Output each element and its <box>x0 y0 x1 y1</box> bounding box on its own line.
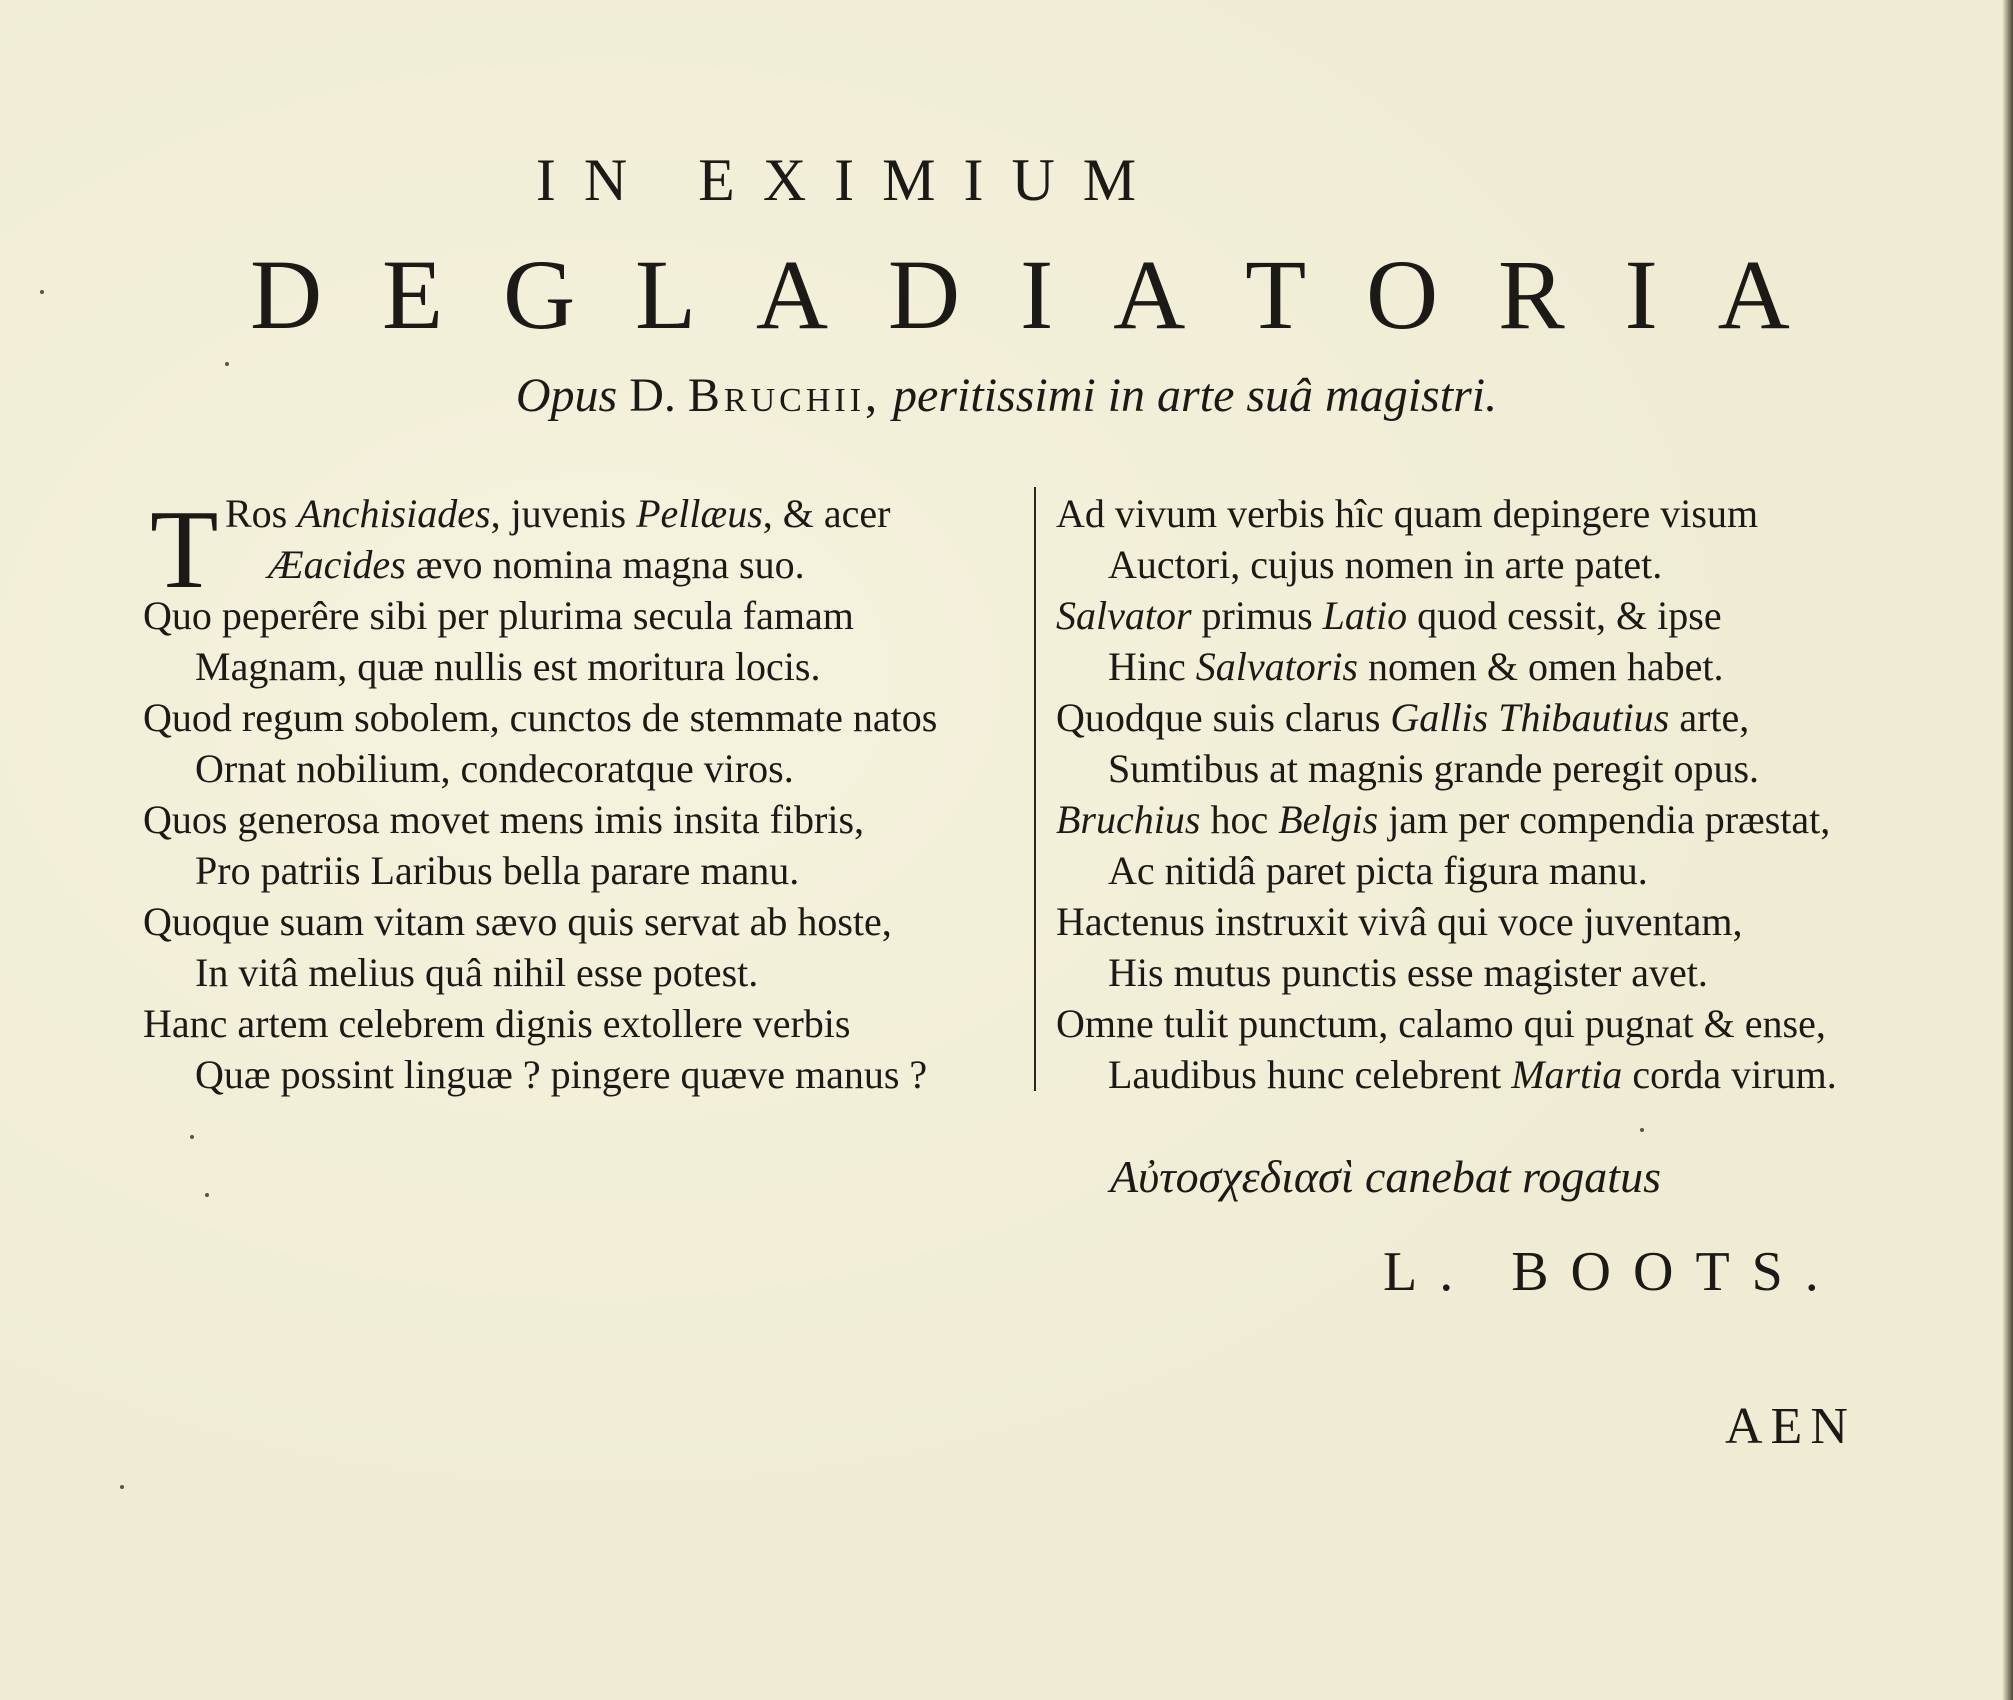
verse-line <box>1056 743 1906 794</box>
heading-letter: I <box>1624 239 1658 350</box>
verse-line <box>1056 488 1906 539</box>
verse-line <box>1056 1049 1906 1100</box>
heading-letter: A <box>1113 239 1186 350</box>
verse-segment: Ornat nobilium, condecoratque viros. <box>195 746 794 791</box>
verse-line <box>1056 896 1906 947</box>
verse-segment: Bruchius <box>1056 797 1201 842</box>
verse-segment: Gallis Thibautius <box>1390 695 1670 740</box>
subtitle-author: Bruchii, <box>687 369 882 422</box>
heading-letter: G <box>502 239 576 350</box>
verse-segment: arte, <box>1669 695 1750 740</box>
verse-segment: Ac nitidâ paret picta figura manu. <box>1108 848 1648 893</box>
verse-line <box>143 896 1028 947</box>
heading-line-2 <box>250 239 1790 350</box>
column-divider <box>1034 487 1036 1091</box>
verse-line <box>1056 947 1906 998</box>
verse-line <box>1056 845 1906 896</box>
verse-segment: Laudibus hunc celebrent <box>1108 1052 1512 1097</box>
drop-cap: T <box>150 488 219 612</box>
verse-segment: His mutus punctis esse magister avet. <box>1108 950 1708 995</box>
verse-segment: , & acer <box>762 491 891 536</box>
verse-segment: Magnam, quæ nullis est moritura locis. <box>195 644 821 689</box>
heading-letter: D <box>250 239 323 350</box>
heading-letter: I <box>1019 239 1054 350</box>
ink-speck <box>40 290 44 294</box>
verse-segment: Sumtibus at magnis grande peregit opus. <box>1108 746 1760 791</box>
verse-line <box>143 947 1028 998</box>
verse-line <box>1056 641 1906 692</box>
heading-letter: O <box>1366 239 1439 350</box>
verse-segment: In vitâ melius quâ nihil esse potest. <box>195 950 759 995</box>
ink-speck <box>1640 1128 1644 1132</box>
verse-segment: hoc <box>1200 797 1279 842</box>
verse-line <box>1056 692 1906 743</box>
verse-segment: Hactenus instruxit vivâ qui voce juventam, <box>1056 899 1743 944</box>
verse-line <box>1056 794 1906 845</box>
verse-segment: corda virum. <box>1622 1052 1837 1097</box>
verse-segment: Hinc <box>1108 644 1196 689</box>
verse-segment: jam per compendia præstat, <box>1378 797 1831 842</box>
heading-letter: L <box>634 239 697 350</box>
heading-line-1: IN EXIMIUM <box>535 147 1165 213</box>
subtitle-opus: Opus <box>515 369 618 422</box>
heading-letter: A <box>755 239 829 350</box>
subtitle <box>0 370 2013 423</box>
verse-segment: Pro patriis Laribus bella parare manu. <box>195 848 800 893</box>
verse-segment: Salvator <box>1056 593 1192 638</box>
heading-letter: E <box>382 239 444 350</box>
verse-segment: Quos generosa movet mens imis insita fibris, <box>143 797 865 842</box>
catchword: AEN <box>1725 1398 1856 1455</box>
ink-speck <box>120 1485 124 1489</box>
verse-line <box>143 794 1028 845</box>
poem-left-column <box>143 488 1028 1100</box>
verse-segment: Martia <box>1511 1052 1623 1097</box>
verse-segment: quod cessit, & ipse <box>1407 593 1722 638</box>
ink-speck <box>190 1135 194 1139</box>
verse-line <box>143 692 1028 743</box>
verse-line <box>143 1049 1028 1100</box>
verse-segment: primus <box>1191 593 1323 638</box>
signature-text: canebat rogatus <box>1353 1151 1661 1202</box>
heading-letter: R <box>1498 239 1565 350</box>
subtitle-d: D. <box>617 369 688 422</box>
verse-segment: Latio <box>1322 593 1408 638</box>
subtitle-description: peritissimi in arte suâ magistri. <box>881 369 1498 422</box>
verse-segment: Quo peperêre sibi per plurima secula famam <box>143 593 854 638</box>
verse-segment: Hanc artem celebrem dignis extollere verbis <box>143 1001 851 1046</box>
page-edge <box>2003 0 2013 1700</box>
verse-line <box>1056 998 1906 1049</box>
ink-speck <box>225 362 229 366</box>
verse-segment: Ad vivum verbis hîc quam depingere visum <box>1056 491 1759 536</box>
verse-line <box>143 539 1028 590</box>
heading-letter: T <box>1245 239 1307 350</box>
verse-segment: Salvatoris <box>1195 644 1358 689</box>
heading-letter: A <box>1717 239 1790 350</box>
verse-segment: Quodque suis clarus <box>1056 695 1391 740</box>
verse-segment: Belgis <box>1278 797 1379 842</box>
verse-segment: Æacides <box>268 542 406 587</box>
verse-segment: Omne tulit punctum, calamo qui pugnat & ense, <box>1056 1001 1826 1046</box>
verse-segment: Quæ possint linguæ ? pingere quæve manus ? <box>195 1052 928 1097</box>
verse-segment: Auctori, cujus nomen in arte patet. <box>1108 542 1663 587</box>
signature-name: L. BOOTS. <box>1383 1241 1841 1303</box>
verse-segment: , juvenis <box>490 491 637 536</box>
verse-line <box>143 845 1028 896</box>
verse-segment: Ros <box>225 491 298 536</box>
verse-segment: Quod regum sobolem, cunctos de stemmate natos <box>143 695 938 740</box>
poem-right-column <box>1056 488 1906 1100</box>
verse-line <box>143 590 1028 641</box>
verse-line <box>1056 590 1906 641</box>
signature-line <box>1110 1150 1661 1203</box>
heading-letter: D <box>887 239 961 350</box>
verse-segment: Pellæus <box>636 491 763 536</box>
verse-line <box>143 488 1028 539</box>
ink-speck <box>205 1193 209 1197</box>
verse-line <box>143 641 1028 692</box>
verse-segment: Anchisiades <box>297 491 491 536</box>
verse-segment: nomen & omen habet. <box>1358 644 1724 689</box>
verse-line <box>1056 539 1906 590</box>
verse-line <box>143 998 1028 1049</box>
verse-segment: ævo nomina magna suo. <box>405 542 805 587</box>
verse-segment: Quoque suam vitam sævo quis servat ab hoste, <box>143 899 892 944</box>
signature-greek: Αὐτοσχεδιασὶ <box>1110 1151 1354 1202</box>
verse-line <box>143 743 1028 794</box>
